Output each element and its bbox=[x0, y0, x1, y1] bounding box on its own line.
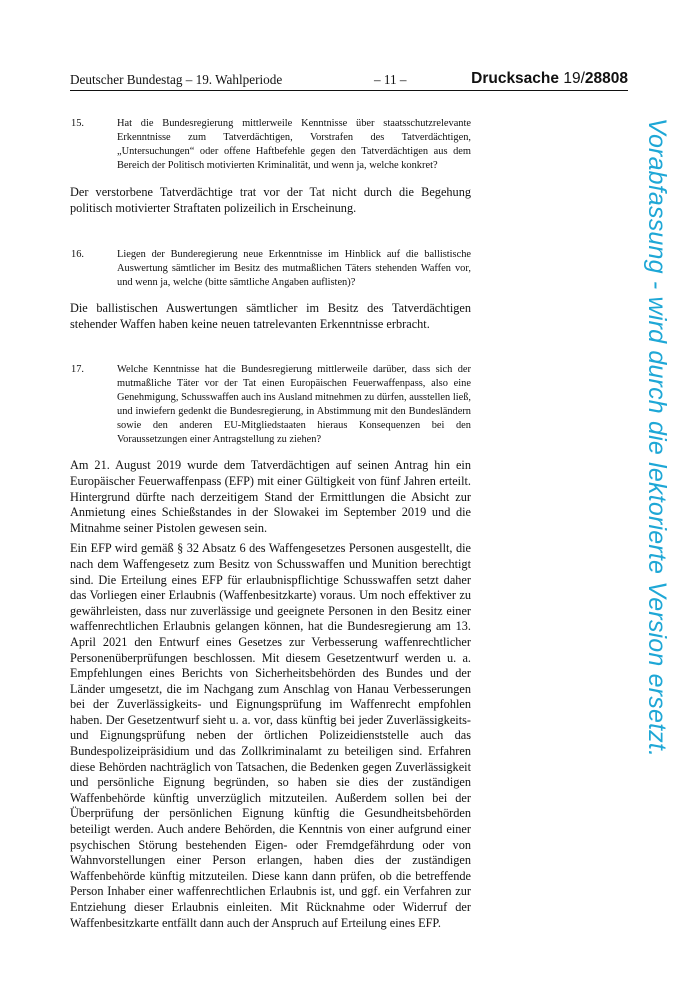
question-number: 16. bbox=[71, 249, 84, 261]
document-number bbox=[471, 70, 628, 88]
answer-17-part2: Ein EFP wird gemäß § 32 Absatz 6 des Waffengesetzes Personen ausgestellt, die nach dem Waffengesetz zum Besitz von Schusswaffen und Munition berechtigt sind. Die Erteilung eines EFP für erlaubnispflichtige Schusswaffen setzt daher das Vorliegen einer Erlaubnis (Waffenbesitzkarte) voraus. Um noch effektiver zu gewährleisten, dass nur zuverlässige und geeignete Personen in den Besitz einer waffenrechtlichen Erlaubnis gelangen können, hat die Bundesregierung am 13. April 2021 den Entwurf eines Gesetzes zur Verbesserung waffenrechtlicher Personenüberprüfungen beschlossen. Mit diesem Gesetzentwurf werden u. a. Empfehlungen eines Berichts von Sicherheitsbehörden des Bundes und der Länder umgesetzt, die im Nachgang zum Anschlag von Hanau Verbesserungen bei der Zuverlässigkeits- und Eignungsprüfung im Waffenrecht empfohlen haben. Der Gesetzentwurf sieht u. a. vor, dass künftig bei jeder Zuverlässigkeits- und Eignungsprüfung neben der örtlichen Polizeidienststelle auch das Bundespolizeipräsidium und das Zollkriminalamt zu beteiligen sind. Erfahren diese Behörden nachträglich von Tatsachen, die Bedenken gegen Zuverlässigkeit und persönliche Eignung begründen, so haben sie dies der zuständigen Waffenbehörde künftig unverzüglich mitzuteilen. Außerdem sollen bei der Überprüfung der persönlichen Eignung künftig die Gesundheitsbehörden beteiligt werden. Auch andere Behörden, die Kenntnis von einer aufgrund einer psychischen Störung bestehenden Eigen- oder Fremdgefährdung oder von Wahnvorstellungen einer Person erlangen, haben dies der zuständigen Waffenbehörde künftig mitzuteilen. Diese kann dann prüfen, ob die betreffende Person Inhaber einer waffenrechtlichen Erlaubnis ist, und ggf. ein Verfahren zur Entziehung dieser Erlaubnis einleiten. Mit Rücknahme oder Widerruf der Waffenbesitzkarte entfällt dann auch der Anspruch auf Erteilung eines EFP. bbox=[70, 541, 471, 930]
answer-16: Die ballistischen Auswertungen sämtlicher im Besitz des Tatverdächtigen stehender Waffen haben keine neuen tatrelevanten Erkenntnisse erbracht. bbox=[70, 301, 471, 331]
header-rule bbox=[70, 90, 628, 91]
page-number: – 11 – bbox=[374, 72, 407, 87]
question-number: 15. bbox=[71, 118, 84, 129]
question-text: Hat die Bundesregierung mittlerweile Kenntnisse über staatsschutzrelevante Erkenntnisse zum Tatverdächtigen, Vorstrafen des Tatverdächtigen, „Untersuchungen“ oder offene Haftbefehle gegen den Tatverdächtigen aus dem Bereich der Politisch motivierten Kriminalität, und wenn ja, welche konkret? bbox=[117, 118, 471, 171]
question-16 bbox=[71, 248, 471, 290]
header-publication: Deutscher Bundestag – 19. Wahlperiode bbox=[70, 72, 283, 87]
answer-15: Der verstorbene Tatverdächtige trat vor der Tat nicht durch die Begehung politisch motivierter Straftaten polizeilich in Erscheinung. bbox=[70, 185, 471, 215]
question-number: 17. bbox=[71, 364, 84, 376]
draft-watermark: Vorabfassung - wird durch die lektorierte Version ersetzt. bbox=[643, 118, 671, 758]
question-15 bbox=[71, 117, 471, 173]
document-number-label: Drucksache bbox=[471, 70, 560, 87]
answer-17-part1: Am 21. August 2019 wurde dem Tatverdächtigen auf seinen Antrag hin ein Europäischer Feuerwaffenpass (EFP) mit einer Gültigkeit von fünf Jahren erteilt. Hintergrund dürfte nach derzeitigem Stand der Ermittlungen die Absicht zur Anmietung eines Schießstandes in der Slowakei im September 2019 und die Mitnahme seiner Pistolen gewesen sein. bbox=[70, 458, 471, 535]
document-number-period: 19/ bbox=[563, 70, 585, 87]
question-17 bbox=[71, 363, 471, 447]
page-content bbox=[70, 117, 471, 931]
document-number-id: 28808 bbox=[584, 70, 628, 87]
question-text: Liegen der Bunderegierung neue Erkenntnisse im Hinblick auf die ballistische Auswertung sämtlicher im Besitz des mutmaßlichen Täters stehenden Waffen vor, und wenn ja, welche (bitte sämtliche Angaben auflisten)? bbox=[117, 249, 471, 289]
question-text: Welche Kenntnisse hat die Bundesregierung mittlerweile darüber, dass sich der mutmaßliche Täter vor der Tat einen Europäischen Feuerwaffenpass, also eine Genehmigung, Schusswaffen auch ins Ausland mitnehmen zu dürfen, ausstellen ließ, und inwiefern gedenkt die Bundesregierung, in Abstimmung mit den Bundesländern sowie den anderen EU-Mitgliedstaaten hieraus Konsequenzen bei den Voraussetzungen einer Antragstellung zu ziehen? bbox=[117, 364, 471, 446]
page-header bbox=[70, 72, 628, 90]
